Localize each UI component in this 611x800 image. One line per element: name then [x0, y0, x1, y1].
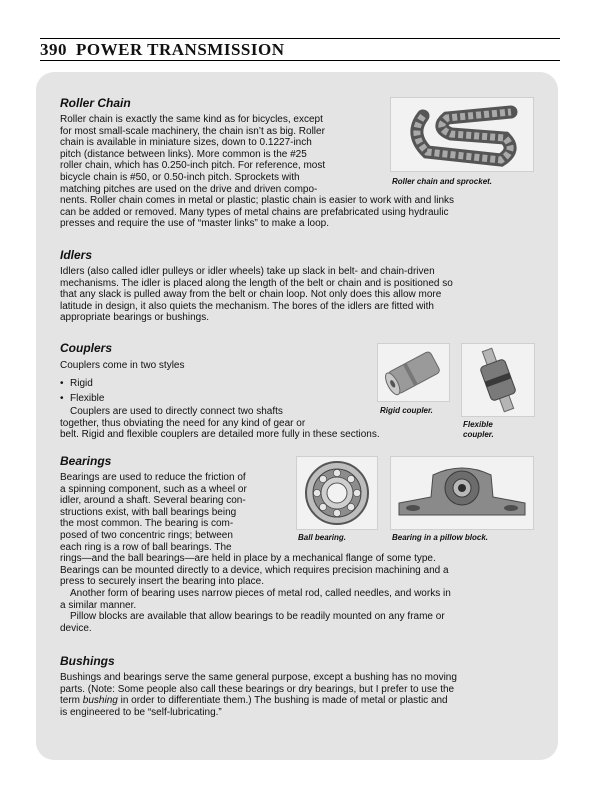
text-line: parts. (Note: Some people also call these bearings or dry bearings, but I prefer to use the: [60, 683, 455, 695]
section-title-couplers: Couplers: [60, 341, 113, 355]
text-line: is engineered to be “self-lubricating.”: [60, 706, 222, 718]
bullet-rigid: • Rigid: [60, 378, 93, 390]
bushings-text: [60, 672, 560, 718]
section-title-idlers: Idlers: [60, 248, 93, 262]
page-number: 390: [40, 40, 67, 59]
emphasis-term: bushing: [82, 695, 118, 707]
pillow-block-caption: Bearing in a pillow block.: [392, 533, 489, 542]
text-line: together, thus obviating the need for any kind of gear or: [60, 417, 306, 429]
text-line: bicycle chain is #50, or 0.50-inch pitch. Sprockets with: [60, 171, 300, 183]
text-line: pitch (distance between links). More common is the #25: [60, 148, 307, 160]
text-line: for most small-scale machinery, the chain isn’t as big. Roller: [60, 125, 325, 137]
caption-line: Flexible: [463, 420, 493, 429]
rigid-coupler-caption: Rigid coupler.: [380, 406, 433, 415]
text-line: matching pitches are used on the drive and driven compo-: [60, 183, 318, 195]
page-header: [40, 40, 284, 60]
text-line: press to securely insert the bearing into place.: [60, 576, 264, 588]
text-line: latitude in design, it also quiets the mechanism. The bores of the idlers are fitted with: [60, 300, 434, 312]
text-line: nents. Roller chain comes in metal or plastic; plastic chain is easier to work with and links: [60, 195, 455, 207]
text-line: the most common. The bearing is com-: [60, 518, 234, 530]
bullet-flexible: • Flexible: [60, 393, 104, 405]
text-line: posed of two concentric rings; between: [60, 529, 233, 541]
section-title-bearings: Bearings: [60, 454, 112, 468]
text-line: structions exist, with ball bearings being: [60, 506, 237, 518]
header-bottom-rule: [40, 60, 560, 61]
text-line: device.: [60, 622, 92, 634]
text-line: presses and require the use of “master links” to make a loop.: [60, 218, 330, 230]
roller-chain-caption: Roller chain and sprocket.: [392, 177, 493, 186]
pillow-block-image: [390, 456, 534, 530]
text-line: a similar manner.: [60, 599, 137, 611]
text-line: rings—and the ball bearings—are held in place by a mechanical flange of some type.: [60, 553, 436, 565]
text-line: idler, around a shaft. Several bearing con-: [60, 495, 246, 507]
text-line: Pillow blocks are available that allow bearings to be readily mounted on any frame or: [70, 611, 445, 623]
text-run: in order to differentiate them.) The bushing is made of metal or plastic and: [117, 695, 448, 707]
text-line: Bushings and bearings serve the same general purpose, except a bushing has no moving: [60, 672, 457, 683]
text-run: term: [60, 695, 83, 707]
section-title-bushings: Bushings: [60, 654, 115, 668]
text-line: that any slack is pulled away from the belt or chain loop. Not only does this allow more: [60, 289, 442, 301]
text-line: belt. Rigid and flexible couplers are detailed more fully in these sections.: [60, 429, 380, 441]
header-top-rule: [40, 38, 560, 39]
couplers-intro: Couplers come in two styles: [60, 360, 185, 371]
ball-bearing-image: [296, 456, 378, 530]
text-line: Roller chain is exactly the same kind as for bicycles, except: [60, 114, 323, 125]
caption-line: coupler.: [463, 430, 494, 439]
ball-bearing-caption: Ball bearing.: [298, 533, 347, 542]
text-line: Couplers are used to directly connect two shafts: [70, 406, 283, 417]
text-line: Idlers (also called idler pulleys or idler wheels) take up slack in belt- and chain-driven: [60, 266, 435, 277]
text-line: Bearings can be mounted directly to a device, which requires precision machining and a: [60, 564, 449, 576]
text-line: each ring is a row of ball bearings. The: [60, 541, 232, 553]
idlers-text: [60, 266, 560, 324]
text-line: [60, 695, 560, 707]
section-title-roller-chain: Roller Chain: [60, 96, 131, 110]
text-line: can be added or removed. Many types of metal chains are prefabricated using hydraulic: [60, 206, 449, 218]
roller-chain-image: [390, 97, 534, 172]
text-line: mechanisms. The idler is placed along the length of the belt or chain and is positioned so: [60, 277, 453, 289]
text-line: appropriate bearings or bushings.: [60, 312, 209, 324]
text-line: a spinning component, such as a wheel or: [60, 483, 247, 495]
text-line: roller chain, which has 0.250-inch pitch. For reference, most: [60, 160, 326, 172]
rigid-coupler-image: [377, 343, 450, 402]
text-line: chain is available in miniature sizes, down to 0.1227-inch: [60, 137, 312, 149]
text-line: Bearings are used to reduce the friction of: [60, 472, 246, 483]
flexible-coupler-image: [461, 343, 535, 417]
page-title: POWER TRANSMISSION: [76, 40, 285, 59]
text-line: Another form of bearing uses narrow pieces of metal rod, called needles, and works in: [70, 587, 451, 599]
flexible-coupler-caption: [463, 420, 494, 440]
